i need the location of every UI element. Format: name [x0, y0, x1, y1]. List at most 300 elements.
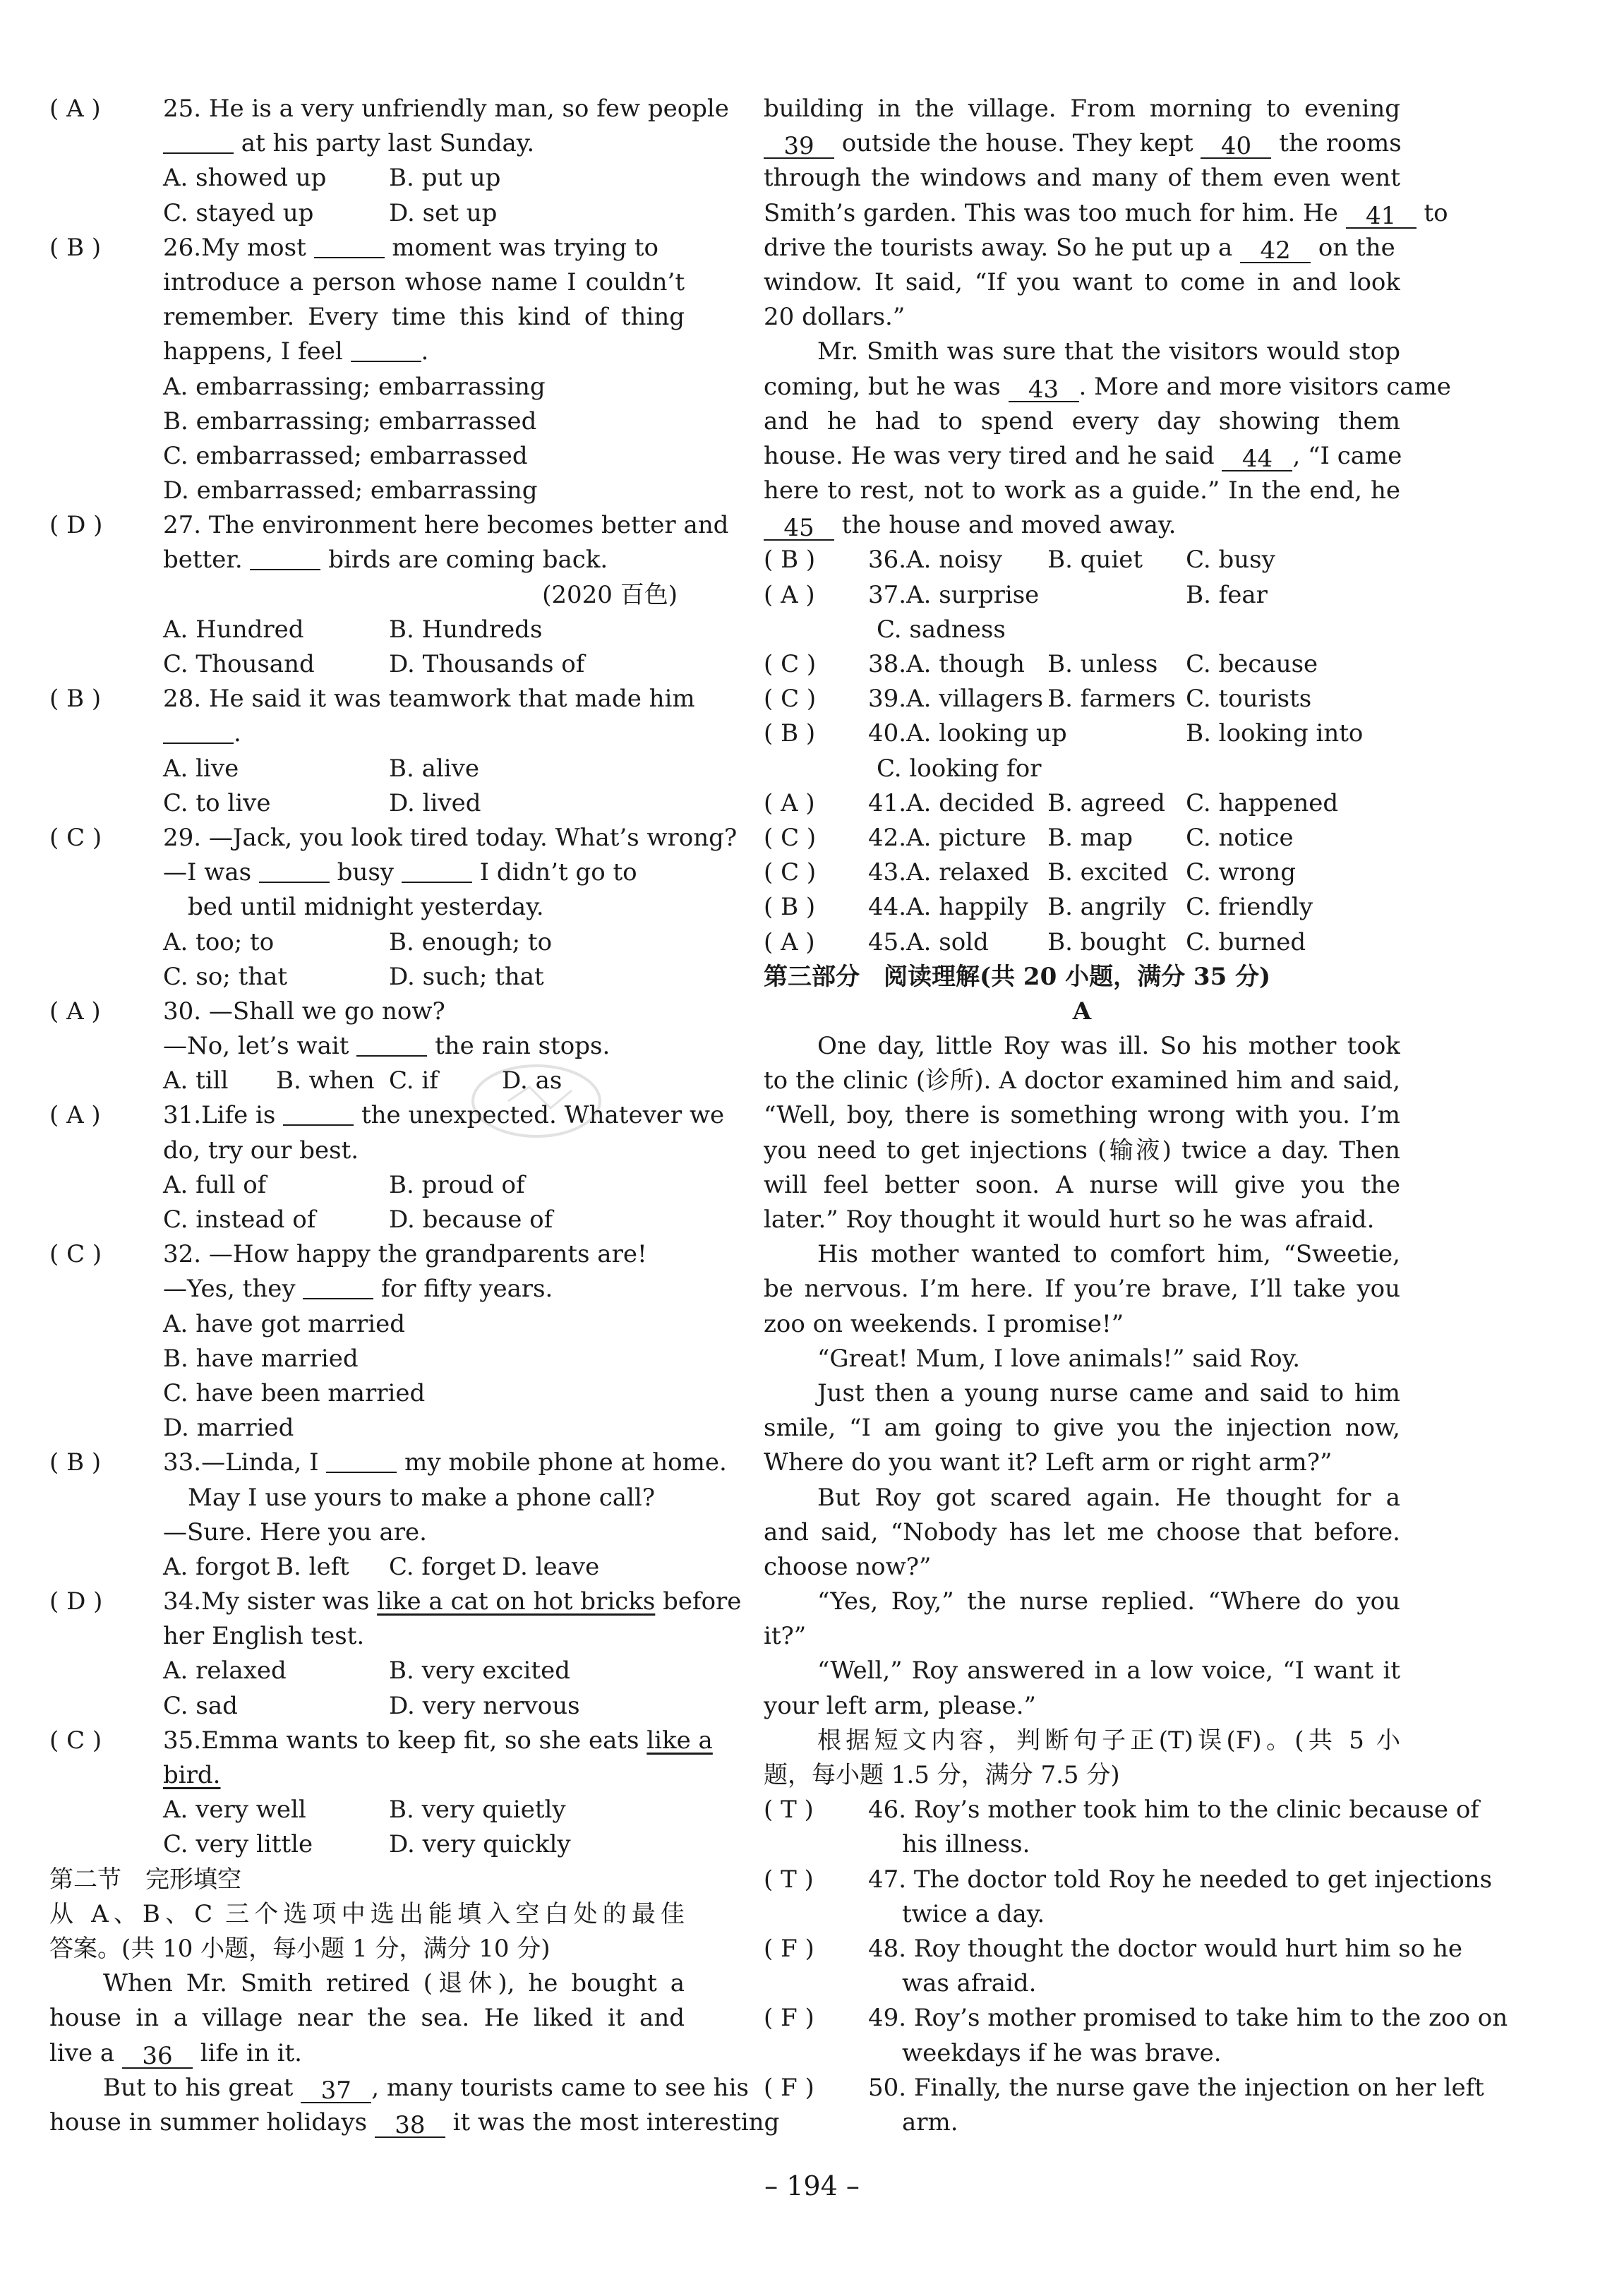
paragraph-line: “Yes, Roy,” the nurse replied. “Where do you [817, 1587, 1400, 1616]
cloze-answer-line [764, 786, 1400, 821]
option-b: B. farmers [1047, 685, 1176, 714]
paragraph-line: and said, “Nobody has let me choose that before. [764, 1517, 1400, 1546]
blank-line [259, 856, 330, 883]
option-line [49, 1793, 685, 1827]
answer-mark: ( D ) [49, 1587, 103, 1616]
question-text: Finally, the nurse gave the injection on her left [906, 2073, 1484, 2102]
question-line [49, 92, 729, 126]
cloze-answer-line [764, 716, 1400, 751]
question-number: 46. [868, 1796, 907, 1825]
question-text: He said it was teamwork that made him [201, 685, 695, 714]
question-text: —Shall we go now? [201, 997, 445, 1026]
continuation-line: introduce a person whose name I couldn’t [163, 268, 685, 296]
text-segment: better. [163, 546, 251, 575]
continuation-line [49, 335, 685, 369]
underlined-phrase: bird. [163, 1761, 221, 1789]
underlined-phrase: like a cat on hot bricks [377, 1587, 656, 1616]
continuation-line [49, 1515, 685, 1550]
paragraph-line: 第二节 完形填空 [49, 1865, 241, 1894]
text-segment: to [1416, 198, 1448, 227]
question-number: 42. [868, 823, 907, 852]
answer-mark: ( A ) [49, 1101, 101, 1130]
answer-mark: ( T ) [764, 1796, 814, 1825]
option-a: A. Hundred [163, 615, 304, 644]
continuation-line [49, 126, 685, 161]
question-number: 38. [868, 650, 907, 678]
blank-line: 36 [122, 2042, 193, 2069]
question-number: 32. [163, 1240, 202, 1269]
paragraph-line: “Well,” Roy answered in a low voice, “I want it [817, 1657, 1400, 1685]
question-number: 26. [163, 233, 202, 262]
option-line [49, 1827, 685, 1862]
option-line [49, 161, 685, 196]
cloze-option-line: C. sadness [877, 615, 1006, 644]
question-number: 25. [163, 95, 202, 123]
question-number: 39. [868, 685, 907, 714]
option-line: C. embarrassed; embarrassed [163, 441, 528, 470]
text-segment: , “I came [1292, 441, 1402, 470]
answer-mark: ( A ) [764, 927, 815, 956]
paragraph-line: and he had to spend every day showing them [764, 407, 1400, 435]
option-line: D. married [163, 1414, 294, 1443]
option-b: D. Thousands of [389, 650, 585, 678]
blank-line [351, 335, 421, 362]
option-line: D. embarrassed; embarrassing [163, 476, 538, 505]
question-line [764, 1863, 1493, 1897]
blank-line [163, 127, 234, 154]
option-a: A. looking up [906, 719, 1067, 748]
option-item: A. forgot [163, 1552, 270, 1581]
text-segment: birds are coming back. [320, 546, 608, 575]
answer-mark: ( A ) [49, 997, 101, 1026]
paragraph-line: will feel better soon. A nurse will give you the [764, 1170, 1400, 1199]
paragraph-line [764, 231, 1400, 265]
question-source: (2020 百色) [542, 580, 678, 609]
option-a: C. sad [163, 1691, 238, 1720]
option-line [49, 613, 685, 647]
paragraph-line: “Great! Mum, I love animals!” said Roy. [817, 1344, 1301, 1373]
continuation-line [49, 543, 685, 577]
option-a: A. showed up [163, 164, 327, 193]
blank-line: 44 [1222, 445, 1292, 471]
option-a: C. very little [163, 1830, 313, 1859]
question-number: 36. [868, 546, 907, 575]
blank-line: 42 [1240, 236, 1311, 263]
paragraph-line [764, 439, 1400, 474]
text-segment: house in summer holidays [49, 2108, 375, 2136]
continuation-line [49, 1272, 685, 1306]
option-a: A. sold [906, 927, 989, 956]
paragraph-line: to the clinic (诊所). A doctor examined him and said, [764, 1066, 1400, 1095]
blank-line: 43 [1009, 375, 1079, 402]
option-b: B. Hundreds [389, 615, 543, 644]
question-number: 37. [868, 580, 907, 609]
text-segment: was afraid. [902, 1969, 1037, 1998]
question-line [49, 1445, 727, 1480]
option-b: D. very nervous [389, 1691, 580, 1720]
question-text: —Jack, you look tired today. What’s wrong? [201, 823, 738, 852]
option-line [49, 1203, 685, 1237]
blank-line: 38 [375, 2111, 445, 2138]
section-heading: 第三部分 阅读理解(共 20 小题，满分 35 分) [764, 962, 1271, 991]
text-segment: I didn’t go to [471, 858, 637, 887]
text-segment: moment was trying to [384, 233, 659, 262]
answer-mark: ( T ) [764, 1865, 814, 1894]
answer-mark: ( A ) [764, 580, 815, 609]
option-a: A. villagers [906, 685, 1043, 714]
answer-mark: ( B ) [49, 1448, 102, 1477]
option-a: C. so; that [163, 962, 288, 991]
paragraph-line: be nervous. I’m here. If you’re brave, I’ll take you [764, 1275, 1400, 1304]
answer-mark: ( C ) [49, 1726, 102, 1755]
option-line [49, 960, 685, 994]
paragraph-line: When Mr. Smith retired (退休), he bought a [103, 1969, 685, 1998]
option-item: B. when [276, 1066, 375, 1095]
option-b: D. such; that [389, 962, 544, 991]
blank-line: 41 [1346, 202, 1417, 229]
paragraph-line: choose now?” [764, 1552, 932, 1581]
paragraph-line: window. It said, “If you want to come in and look [764, 268, 1400, 296]
option-a: A. happily [906, 893, 1028, 922]
answer-mark: ( F ) [764, 2073, 814, 2102]
question-number: 45. [868, 927, 907, 956]
answer-mark: ( C ) [764, 823, 817, 852]
paragraph-line: His mother wanted to comfort him, “Sweetie, [817, 1240, 1400, 1269]
question-line [764, 2001, 1508, 2036]
paragraph-line: later.” Roy thought it would hurt so he was afraid. [764, 1206, 1375, 1234]
answer-mark: ( B ) [49, 685, 102, 714]
text-segment: My most [201, 233, 314, 262]
option-a: A. picture [906, 823, 1026, 852]
cloze-answer-line [764, 821, 1400, 855]
question-number: 30. [163, 997, 202, 1026]
option-a: A. full of [163, 1170, 267, 1199]
paragraph-line: Mr. Smith was sure that the visitors would stop [817, 337, 1400, 366]
option-line [49, 1654, 685, 1688]
option-c: C. notice [1186, 823, 1294, 852]
watermark-stamp [466, 1059, 607, 1143]
question-number: 50. [868, 2073, 907, 2102]
text-segment: before [655, 1587, 742, 1616]
text-segment: My sister was [201, 1587, 378, 1616]
text-segment: at his party last Sunday. [234, 129, 535, 158]
paragraph-line: zoo on weekends. I promise!” [764, 1309, 1124, 1338]
option-a: C. stayed up [163, 198, 314, 227]
passage-label: A [1072, 997, 1092, 1026]
answer-mark: ( A ) [764, 788, 815, 817]
option-c: B. fear [1186, 580, 1268, 609]
text-segment: on the [1311, 233, 1395, 262]
option-line: A. have got married [163, 1309, 405, 1338]
question-number: 47. [868, 1865, 907, 1894]
paragraph-line: 题，每小题 1.5 分，满分 7.5 分) [764, 1761, 1120, 1789]
question-line [49, 1237, 685, 1272]
answer-mark: ( C ) [49, 1240, 102, 1269]
paragraph-line: it?” [764, 1622, 807, 1651]
continuation-line [764, 1827, 1400, 1862]
option-c: C. because [1186, 650, 1318, 678]
answer-mark: ( C ) [764, 685, 817, 714]
question-number: 41. [868, 788, 907, 817]
option-b: B. angrily [1047, 893, 1166, 922]
paragraph-line: you need to get injections (输液) twice a day. Then [764, 1136, 1400, 1165]
option-a: A. relaxed [906, 858, 1030, 887]
option-c: B. looking into [1186, 719, 1364, 748]
continuation-line [49, 1758, 685, 1793]
option-b: B. quiet [1047, 546, 1143, 575]
blank-line [314, 232, 385, 258]
blank-line [163, 717, 234, 744]
option-b: B. unless [1047, 650, 1158, 678]
answer-mark: ( C ) [49, 823, 102, 852]
option-item: B. left [276, 1552, 349, 1581]
option-b: B. bought [1047, 927, 1167, 956]
question-line [49, 682, 695, 716]
paragraph-line: building in the village. From morning to evening [764, 95, 1400, 123]
answer-mark: ( C ) [764, 858, 817, 887]
paragraph-line [49, 2105, 780, 2140]
paragraph-line: 从 A、B、C 三个选项中选出能填入空白处的最佳 [49, 1899, 685, 1928]
option-c: C. tourists [1186, 685, 1312, 714]
text-segment: my mobile phone at home. [397, 1448, 727, 1477]
option-line [49, 1168, 685, 1203]
continuation-line [764, 2036, 1400, 2071]
option-b: B. put up [389, 164, 501, 193]
text-segment: the rooms [1271, 129, 1402, 158]
blank-line [326, 1446, 397, 1473]
paragraph-line: house in a village near the sea. He liked it and [49, 2004, 685, 2033]
option-c: C. happened [1186, 788, 1339, 817]
option-line: B. embarrassing; embarrassed [163, 407, 537, 435]
question-line [49, 231, 685, 265]
question-line [764, 1932, 1462, 1966]
question-number: 43. [868, 858, 907, 887]
text-segment: weekdays if he was brave. [902, 2038, 1222, 2067]
blank-line [402, 856, 472, 883]
paragraph-line: 答案。(共 10 小题，每小题 1 分，满分 10 分) [49, 1934, 551, 1963]
option-item: A. till [163, 1066, 229, 1095]
option-line [49, 1689, 685, 1724]
option-a: A. surprise [906, 580, 1040, 609]
option-b: B. agreed [1047, 788, 1165, 817]
option-line [49, 752, 685, 786]
question-text: Roy thought the doctor would hurt him so he [906, 1934, 1462, 1963]
paragraph-line [764, 126, 1400, 161]
text-segment: coming, but he was [764, 372, 1009, 401]
text-segment: her English test. [163, 1622, 365, 1651]
option-b: B. very excited [389, 1657, 570, 1685]
option-b: B. proud of [389, 1170, 525, 1199]
text-segment: live a [49, 2038, 122, 2067]
paragraph-line: 20 dollars.” [764, 303, 906, 332]
question-text: Roy’s mother took him to the clinic because of [906, 1796, 1479, 1825]
question-number: 28. [163, 685, 202, 714]
continuation-line [49, 855, 685, 890]
blank-line [250, 543, 320, 570]
text-segment: . [421, 337, 429, 366]
text-segment: twice a day. [902, 1899, 1045, 1928]
option-item: D. as [502, 1066, 563, 1095]
question-number: 27. [163, 511, 202, 540]
option-item: C. if [389, 1066, 438, 1095]
question-number: 31. [163, 1101, 202, 1130]
answer-mark: ( F ) [764, 2004, 814, 2033]
option-b: B. alive [389, 754, 479, 783]
question-number: 35. [163, 1726, 202, 1755]
continuation-line: remember. Every time this kind of thing [163, 303, 685, 332]
answer-mark: ( C ) [764, 650, 817, 678]
paragraph-line [764, 370, 1451, 404]
question-line [764, 1793, 1479, 1827]
question-text: —How happy the grandparents are! [201, 1240, 647, 1269]
answer-mark: ( B ) [764, 719, 816, 748]
question-line [49, 1585, 742, 1619]
text-segment: —No, let’s wait [163, 1032, 357, 1061]
text-segment: But to his great [103, 2073, 301, 2102]
option-a: A. very well [163, 1796, 306, 1825]
underlined-phrase: like a [646, 1726, 713, 1755]
question-number: 34. [163, 1587, 202, 1616]
text-segment: , many tourists came to see his [371, 2073, 749, 2102]
option-a: A. relaxed [163, 1657, 287, 1685]
paragraph-line: Where do you want it? Left arm or right arm?” [764, 1448, 1333, 1477]
paragraph-line: “Well, boy, there is something wrong with you. I’m [764, 1101, 1400, 1130]
blank-line: 45 [764, 514, 834, 541]
question-text: The environment here becomes better and [201, 511, 729, 540]
option-b: B. enough; to [389, 927, 553, 956]
cloze-answer-line [764, 682, 1400, 716]
continuation-line [764, 1897, 1400, 1932]
option-a: A. decided [906, 788, 1035, 817]
option-line: A. embarrassing; embarrassing [163, 372, 546, 401]
cloze-answer-line [764, 647, 1400, 682]
question-line [49, 1724, 713, 1758]
continuation-line: May I use yours to make a phone call? [188, 1483, 656, 1512]
question-text: He is a very unfriendly man, so few people [201, 95, 729, 123]
option-b: D. lived [389, 788, 481, 817]
question-number: 48. [868, 1934, 907, 1963]
text-segment: busy [329, 858, 402, 887]
text-segment: happens, I feel [163, 337, 351, 366]
text-segment: the unexpected. Whatever we [354, 1101, 725, 1130]
right-column [764, 92, 1508, 2140]
answer-mark: ( B ) [764, 546, 816, 575]
option-b: D. because of [389, 1206, 553, 1234]
continuation-line: bed until midnight yesterday. [188, 893, 544, 922]
option-a: C. Thousand [163, 650, 315, 678]
question-number: 44. [868, 893, 907, 922]
option-a: C. to live [163, 788, 271, 817]
text-segment: house. He was very tired and he said [764, 441, 1222, 470]
option-line: B. have married [163, 1344, 359, 1373]
question-line [49, 821, 738, 855]
paragraph-line: But Roy got scared again. He thought for a [817, 1483, 1400, 1512]
option-item: D. leave [502, 1552, 600, 1581]
cloze-answer-line [764, 925, 1400, 960]
continuation-line [764, 2105, 1400, 2140]
option-b: D. very quickly [389, 1830, 571, 1859]
text-segment: outside the house. They kept [834, 129, 1201, 158]
paragraph-line [49, 2036, 685, 2071]
paragraph-line [49, 2071, 749, 2105]
text-segment: . More and more visitors came [1078, 372, 1451, 401]
answer-mark: ( B ) [49, 233, 102, 262]
option-b: B. map [1047, 823, 1133, 852]
option-line [49, 196, 685, 231]
cloze-answer-line [764, 543, 1400, 577]
option-a: A. noisy [906, 546, 1003, 575]
paragraph-line: here to rest, not to work as a guide.” In the end, he [764, 476, 1400, 505]
text-segment: the rain stops. [427, 1032, 610, 1061]
text-segment: —Yes, they [163, 1275, 303, 1304]
option-c: C. burned [1186, 927, 1306, 956]
option-b: B. excited [1047, 858, 1169, 887]
option-item: C. forget [389, 1552, 496, 1581]
blank-line [283, 1099, 354, 1126]
option-b: D. set up [389, 198, 498, 227]
blank-line: 37 [301, 2076, 371, 2103]
page-number: – 194 – [764, 2170, 860, 2201]
option-line [49, 925, 685, 960]
question-text: Roy’s mother promised to take him to the zoo on [906, 2004, 1508, 2033]
blank-line [356, 1030, 427, 1057]
option-line [49, 647, 685, 682]
question-line [764, 2071, 1484, 2105]
continuation-line [49, 716, 685, 751]
cloze-option-line: C. looking for [877, 754, 1042, 783]
blank-line [303, 1273, 373, 1299]
option-b: B. very quietly [389, 1796, 566, 1825]
text-segment: Smith’s garden. This was too much for him. He [764, 198, 1346, 227]
paragraph-line: smile, “I am going to give you the injection now, [764, 1414, 1400, 1443]
answer-mark: ( B ) [764, 893, 816, 922]
question-line [49, 994, 685, 1029]
text-segment: Emma wants to keep fit, so she eats [201, 1726, 647, 1755]
paragraph-line: through the windows and many of them even went [764, 164, 1400, 193]
option-line: C. have been married [163, 1378, 426, 1407]
option-a: A. though [906, 650, 1025, 678]
question-line [49, 508, 729, 543]
text-segment: do, try our best. [163, 1136, 359, 1165]
answer-mark: ( A ) [49, 95, 101, 123]
option-c: C. wrong [1186, 858, 1296, 887]
option-line [49, 786, 685, 821]
cloze-answer-line [764, 890, 1400, 925]
blank-line: 39 [764, 132, 834, 159]
paragraph-line: One day, little Roy was ill. So his mother took [817, 1032, 1400, 1061]
question-number: 49. [868, 2004, 907, 2033]
option-a: A. live [163, 754, 239, 783]
paragraph-line [764, 196, 1448, 231]
paragraph-line: your left arm, please.” [764, 1691, 1036, 1720]
blank-line: 40 [1201, 132, 1271, 159]
paragraph-line [764, 508, 1400, 543]
option-line [49, 1550, 685, 1585]
answer-mark: ( F ) [764, 1934, 814, 1963]
text-segment: —Linda, I [201, 1448, 327, 1477]
continuation-line [764, 1966, 1400, 2001]
cloze-answer-line [764, 855, 1400, 890]
question-number: 40. [868, 719, 907, 748]
option-a: A. too; to [163, 927, 275, 956]
text-segment: —Sure. Here you are. [163, 1517, 427, 1546]
option-a: C. instead of [163, 1206, 316, 1234]
continuation-line [49, 1619, 685, 1654]
text-segment: arm. [902, 2108, 958, 2136]
text-segment: for fifty years. [373, 1275, 553, 1304]
question-number: 33. [163, 1448, 202, 1477]
option-c: C. busy [1186, 546, 1275, 575]
